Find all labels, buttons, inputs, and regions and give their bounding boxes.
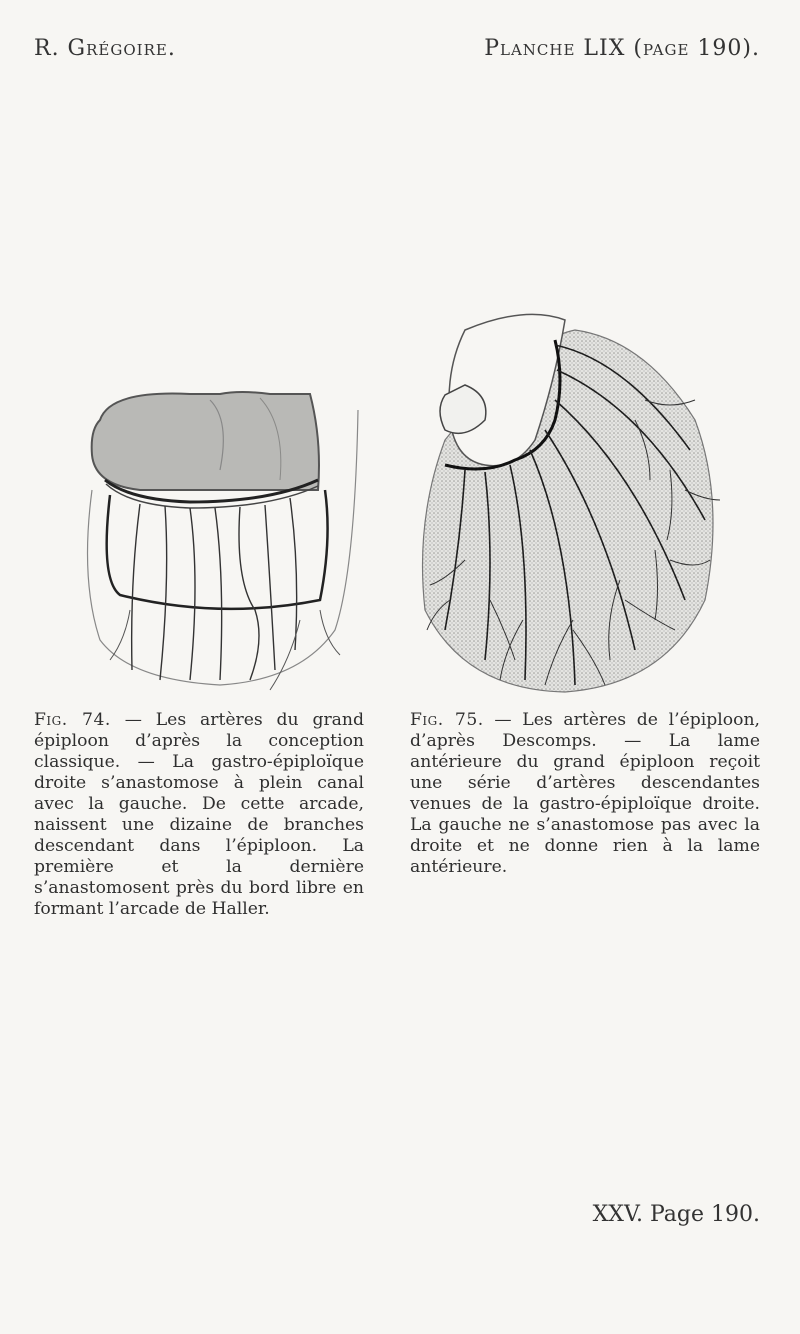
figure-74-label: Fig. 74.: [34, 710, 111, 730]
plate-page-reference: XXV. Page 190.: [592, 1202, 760, 1227]
figure-75-caption-text: — Les artères de l’épiploon, d’après Descomps. — La lame antérieure du grand épiploon reçoit une série d’artères descendantes venues de la gastro-épiploïque droite. La gauche ne s’anastomose pas avec la droite et ne donne rien à la lame antérieure.: [410, 710, 760, 877]
running-header-author: R. Grégoire.: [34, 36, 176, 61]
figure-74-caption-text: — Les artères du grand épiploon d’après la conception classique. — La gastro-épiploïque droite s’anastomose à plein canal avec la gauche. De cette arcade, naissent une dizaine de branches descendant dans l’épiploon. La première et la dernière s’anastomosent près du bord libre en formant l’arcade de Haller.: [34, 710, 364, 919]
running-header-plate: Planche LIX (page 190).: [484, 36, 760, 61]
figure-75-illustration: [405, 300, 735, 700]
figure-75-caption: [410, 710, 760, 878]
figure-75-label: Fig. 75.: [410, 710, 484, 730]
figure-74-illustration: [70, 380, 370, 700]
figure-74-caption: [34, 710, 364, 920]
